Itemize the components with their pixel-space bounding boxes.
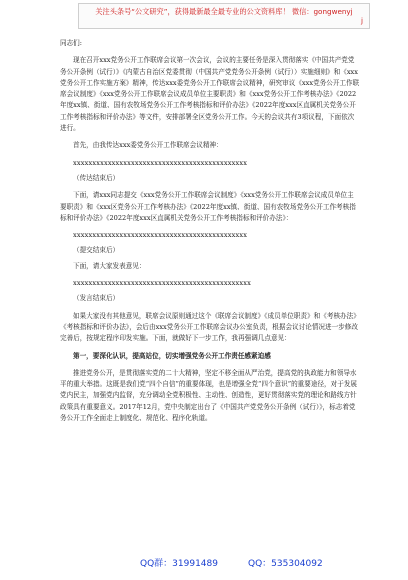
- footer-contact: [0, 556, 408, 572]
- qq-group: QQ群：31991489: [140, 559, 218, 569]
- paragraph-submit: 下面，请xxx同志提交《xxx党务公开工作联席会议制度》《xxx党务公开工作联席会议成员单位主要职责》和《xxx区党务公开工作考核办法》《2022年度xx镇、街道、国有农牧场党务公开工作考核指标和评价办法》《2022年度xxx区直属机关党务公开工作考核指标和评价办法》：: [60, 191, 356, 222]
- header-banner: [78, 3, 370, 29]
- qq-number: QQ：535304092: [248, 559, 323, 569]
- paragraph-approval: 如果大家没有其他意见，联席会议原则通过这个《联席会议制度》《成员单位职责》和《考核办法》《考核指标和评价办法》，会后由xxx党务公开工作联席会议办公室负责，根据会议讨论情况进一步修改完善后，按规定程序印发实施。下面，就做好下一步工作，我再强调几点意见：: [60, 311, 360, 343]
- paragraph-discuss: 下面，请大家发表意见：: [73, 261, 146, 270]
- stage-note: （发言结束后）: [73, 294, 120, 303]
- banner-text: 关注头条号“公文研究”，获得最新最全最专业的公文资料库！ 微信：gongwenyj: [95, 7, 353, 16]
- greeting: 同志们:: [60, 39, 83, 47]
- placeholder-line: xxxxxxxxxxxxxxxxxxxxxxxxxxxxxxxxxxxxxxxxxxxxx: [73, 231, 248, 240]
- placeholder-line: xxxxxxxxxxxxxxxxxxxxxxxxxxxxxxxxxxxxxxxxxxxxxx: [73, 279, 251, 288]
- stage-note: （提交结束后）: [73, 246, 120, 255]
- document-body: [60, 38, 360, 424]
- paragraph-agenda: 现在召开xxx党务公开工作联席会议第一次会议，会议的主要任务是深入贯彻落实《中国共产党党务公开条例（试行）》《内蒙古自治区党委贯彻（中国共产党党务公开条例（试行））实施细则》和《xxx党务公开工作实施方案》精神，传达xxx委党务公开工作联席会议精神，研究审议《xxx党务公开工作联席会议制度》《xxx党务公开工作联席会议成员单位主要职责》和《xxx党务公开工作考核办法》《2022年度xx镇、街道、国有农牧场党务公开工作考核指标和评价办法》《2022年度xxx区直属机关党务公开工作考核指标和评价办法》等文件，安排部署全区党务公开工作。今天的会议共有3项议程，下面依次进行。: [60, 56, 360, 133]
- placeholder-line: xxxxxxxxxxxxxxxxxxxxxxxxxxxxxxxxxxxxxxxxxxxxx: [73, 158, 248, 167]
- section-heading: 第一，要深化认识，提高站位，切实增强党务公开工作责任感紧迫感: [73, 351, 271, 360]
- banner-text-tail: j: [361, 16, 363, 25]
- paragraph-section-one: 推进党务公开，是贯彻落实党的二十大精神，坚定不移全面从严治党，提高党的执政能力和领导水平的重大举措。这既是我们党“四个自信”的重要体现，也是增强全党“四个意识”的重要途径，对于发展党内民主，加强党内监督，充分调动全党积极性、主动性、创造性，更好贯彻落实党的理论和路线方针政策具有重要意义。2017年12月，党中央制定出台了《中国共产党党务公开条例（试行）》，标志着党务公开工作全面走上制度化、规范化、程序化轨道。: [60, 368, 358, 423]
- paragraph-relay: 首先，由我传达xxx委党务公开工作联席会议精神：: [73, 141, 223, 150]
- stage-note: （传达结束后）: [73, 173, 120, 182]
